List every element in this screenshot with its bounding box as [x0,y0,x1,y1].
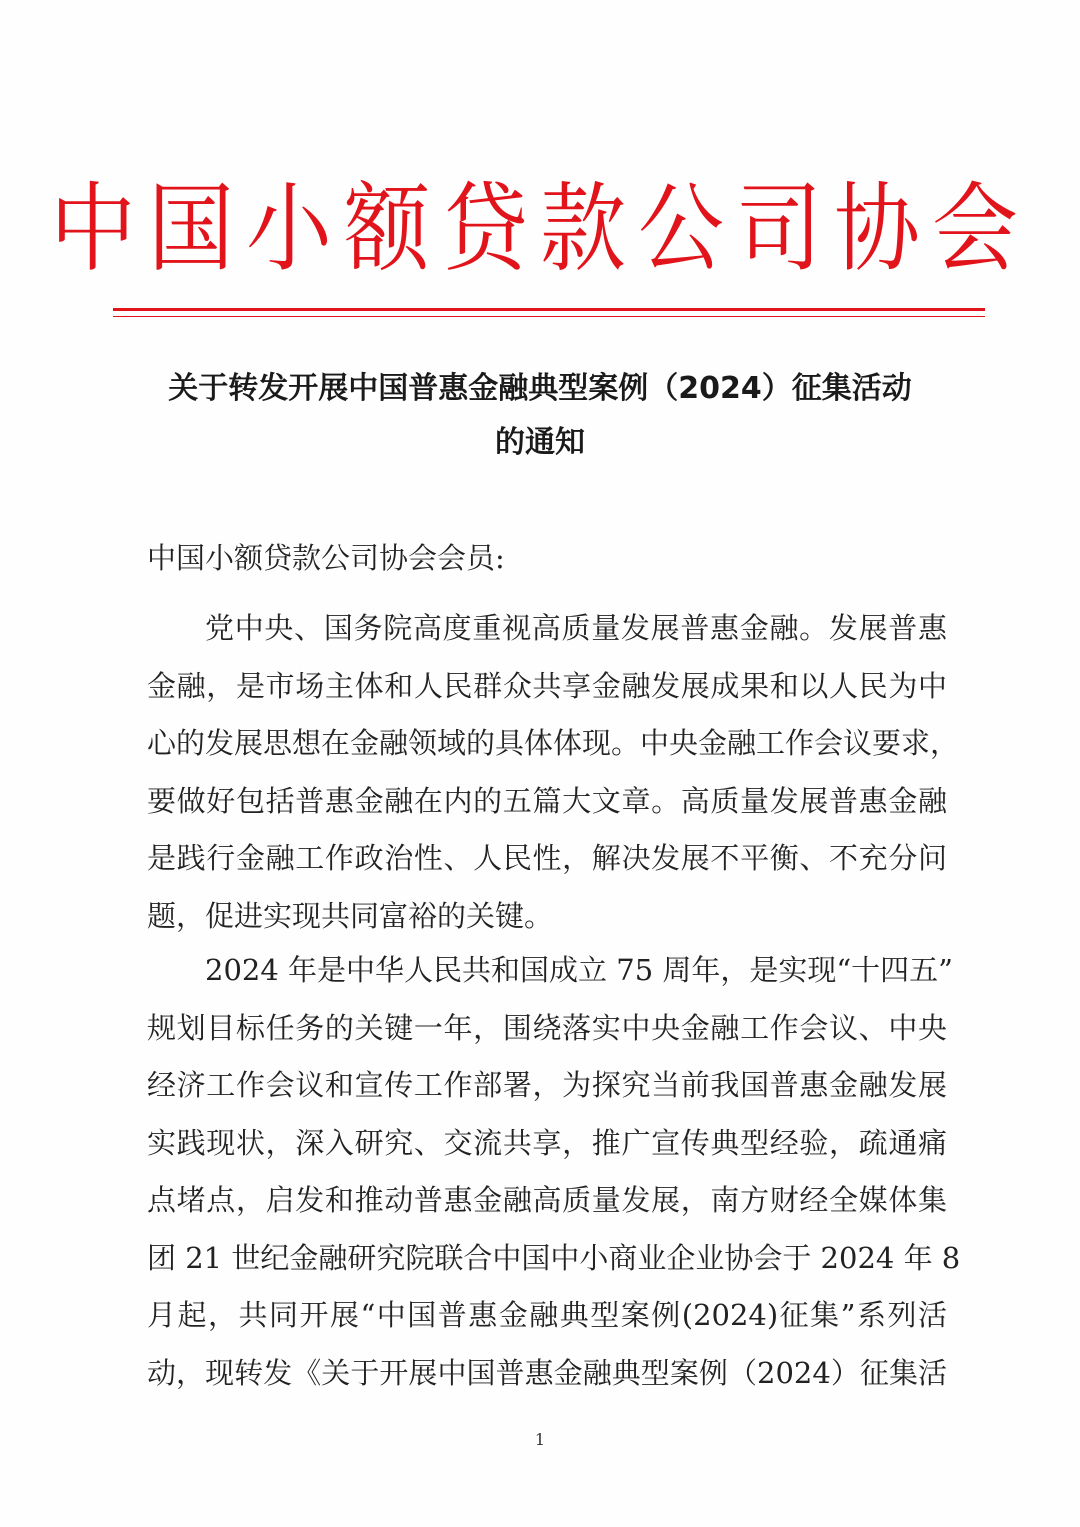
paragraph-1 [147,600,960,945]
paragraph-line: 团 21 世纪金融研究院联合中国中小商业企业协会于 2024 年 8 [147,1240,961,1275]
paragraph-line: 规划目标任务的关键一年，围绕落实中央金融工作会议、中央 [147,1010,947,1045]
paragraph-line: 2024 年是中华人民共和国成立 75 周年，是实现“十四五” [205,953,954,987]
notice-title-line-2: 的通知 [495,425,585,460]
paragraph-line: 金融，是市场主体和人民群众共享金融发展成果和以人民为中 [147,668,947,703]
notice-title [100,362,980,470]
paragraph-line: 实践现状，深入研究、交流共享，推广宣传典型经验，疏通痛 [147,1125,947,1160]
letterhead-rule-thin [113,316,985,317]
paragraph-2 [147,942,961,1402]
paragraph-line: 要做好包括普惠金融在内的五篇大文章。高质量发展普惠金融 [147,783,947,818]
organization-letterhead: 中国小额贷款公司协会 [50,173,1030,286]
paragraph-line: 是践行金融工作政治性、人民性，解决发展不平衡、不充分问 [147,841,947,875]
salutation: 中国小额贷款公司协会会员: [147,541,505,575]
paragraph-line: 经济工作会议和宣传工作部署，为探究当前我国普惠金融发展 [147,1068,947,1102]
paragraph-line: 党中央、国务院高度重视高质量发展普惠金融。发展普惠 [205,611,947,645]
paragraph-line: 点堵点，启发和推动普惠金融高质量发展，南方财经全媒体集 [147,1183,947,1217]
paragraph-line: 题，促进实现共同富裕的关键。 [147,898,554,933]
notice-title-line-1: 关于转发开展中国普惠金融典型案例（2024）征集活动 [168,371,912,406]
paragraph-line: 动，现转发《关于开展中国普惠金融典型案例（2024）征集活 [147,1355,947,1390]
paragraph-line: 月起，共同开展“中国普惠金融典型案例(2024)征集”系列活 [147,1298,947,1332]
page-number: 1 [534,1430,546,1449]
paragraph-line: 心的发展思想在金融领域的具体体现。中央金融工作会议要求， [147,726,960,760]
letterhead-rule-thick [113,308,985,311]
